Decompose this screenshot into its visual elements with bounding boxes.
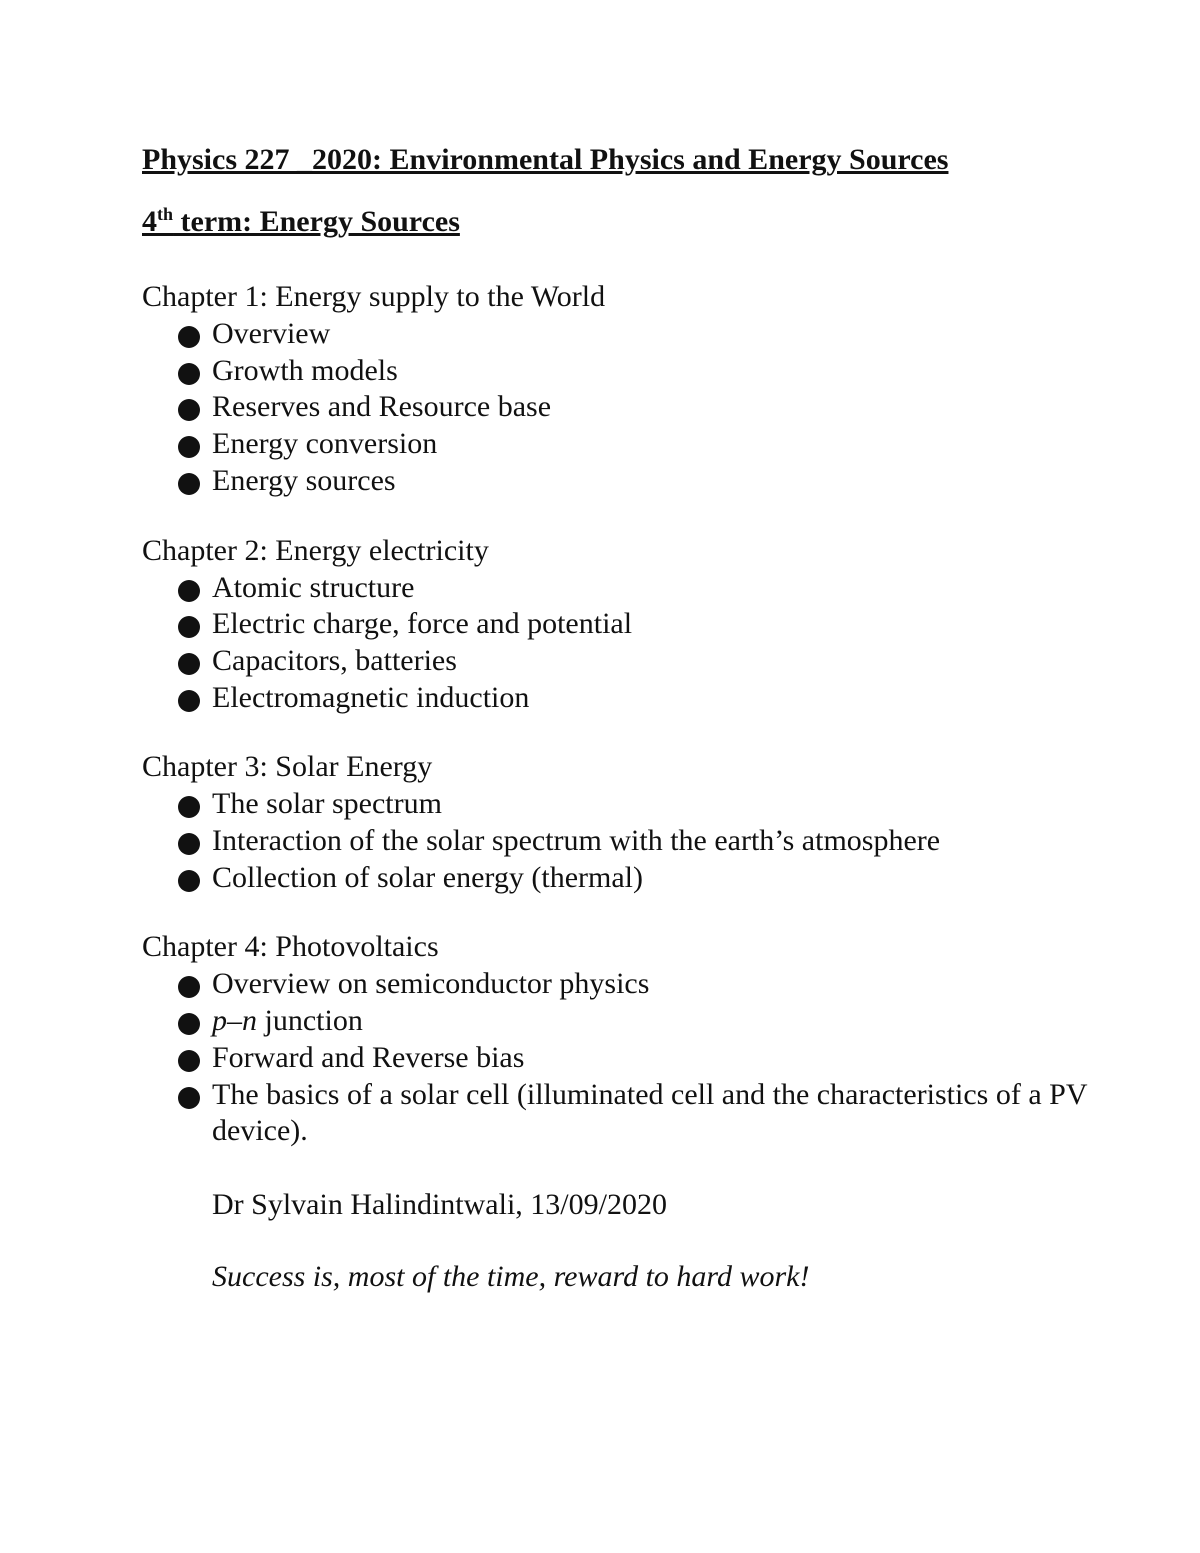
bullet-icon <box>178 690 200 712</box>
bullet-icon <box>178 1087 200 1109</box>
list-item <box>178 463 1102 500</box>
bullet-icon <box>178 1013 200 1035</box>
list-item <box>178 1077 1102 1150</box>
bullet-icon <box>178 653 200 675</box>
list-item-text: junction <box>257 1004 363 1038</box>
bullet-icon <box>178 976 200 998</box>
list-item <box>178 966 1102 1003</box>
chapter-3 <box>142 748 1102 896</box>
bullet-icon <box>178 436 200 458</box>
pn-term: p–n <box>212 1004 257 1038</box>
list-item <box>178 389 1102 426</box>
chapter-3-topics <box>142 786 1102 896</box>
list-item <box>178 353 1102 390</box>
list-item-text: Collection of solar energy (thermal) <box>212 860 643 894</box>
list-item-text: Electromagnetic induction <box>212 680 530 714</box>
list-item-text: Interaction of the solar spectrum with the earth’s atmosphere <box>212 824 941 858</box>
chapter-title: Chapter 4: Photovoltaics <box>142 930 439 964</box>
list-item <box>178 426 1102 463</box>
bullet-icon <box>178 616 200 638</box>
chapter-2 <box>142 532 1102 717</box>
list-item <box>178 786 1102 823</box>
list-item-text: The basics of a solar cell (illuminated cell and the characteristics of a PV device). <box>212 1077 1087 1148</box>
list-item-text: Reserves and Resource base <box>212 390 552 424</box>
chapter-1 <box>142 278 1102 500</box>
chapter-title: Chapter 2: Energy electricity <box>142 533 489 567</box>
list-item <box>178 570 1102 607</box>
list-item <box>178 643 1102 680</box>
signature: Dr Sylvain Halindintwali, 13/09/2020 <box>212 1187 667 1221</box>
document-page <box>142 140 1102 1296</box>
document-title: Physics 227 _2020: Environmental Physics and Energy Sources <box>142 143 949 176</box>
list-item-text: Overview on semiconductor physics <box>212 967 650 1001</box>
list-item-text: Capacitors, batteries <box>212 643 457 677</box>
term-ordinal-suffix: th <box>157 204 174 224</box>
bullet-icon <box>178 1050 200 1072</box>
list-item <box>178 823 1102 860</box>
list-item <box>178 1040 1102 1077</box>
list-item <box>178 316 1102 353</box>
chapter-4-topics <box>142 966 1102 1150</box>
bullet-icon <box>178 399 200 421</box>
chapter-title: Chapter 3: Solar Energy <box>142 750 433 784</box>
list-item-text: Overview <box>212 317 331 350</box>
bullet-icon <box>178 796 200 818</box>
list-item-text: Energy conversion <box>212 427 438 461</box>
term-label: term: Energy Sources <box>173 205 460 238</box>
list-item-text: The solar spectrum <box>212 787 442 821</box>
bullet-icon <box>178 870 200 892</box>
term-heading <box>142 202 1102 242</box>
bullet-icon <box>178 580 200 602</box>
chapter-2-topics <box>142 570 1102 717</box>
chapter-4 <box>142 928 1102 1150</box>
list-item-text: Energy sources <box>212 463 396 497</box>
motto: Success is, most of the time, reward to hard work! <box>212 1259 810 1293</box>
list-item <box>178 606 1102 643</box>
chapter-1-topics <box>142 316 1102 500</box>
bullet-icon <box>178 833 200 855</box>
list-item <box>178 1003 1102 1040</box>
chapter-title: Chapter 1: Energy supply to the World <box>142 280 606 313</box>
list-item-text: Growth models <box>212 353 398 387</box>
bullet-icon <box>178 363 200 385</box>
bullet-icon <box>178 473 200 495</box>
list-item-text: Forward and Reverse bias <box>212 1040 525 1074</box>
list-item-text: Atomic structure <box>212 570 415 604</box>
term-ordinal-number: 4 <box>142 205 157 238</box>
list-item <box>178 680 1102 717</box>
list-item-text: Electric charge, force and potential <box>212 607 633 641</box>
list-item <box>178 860 1102 897</box>
bullet-icon <box>178 326 200 348</box>
